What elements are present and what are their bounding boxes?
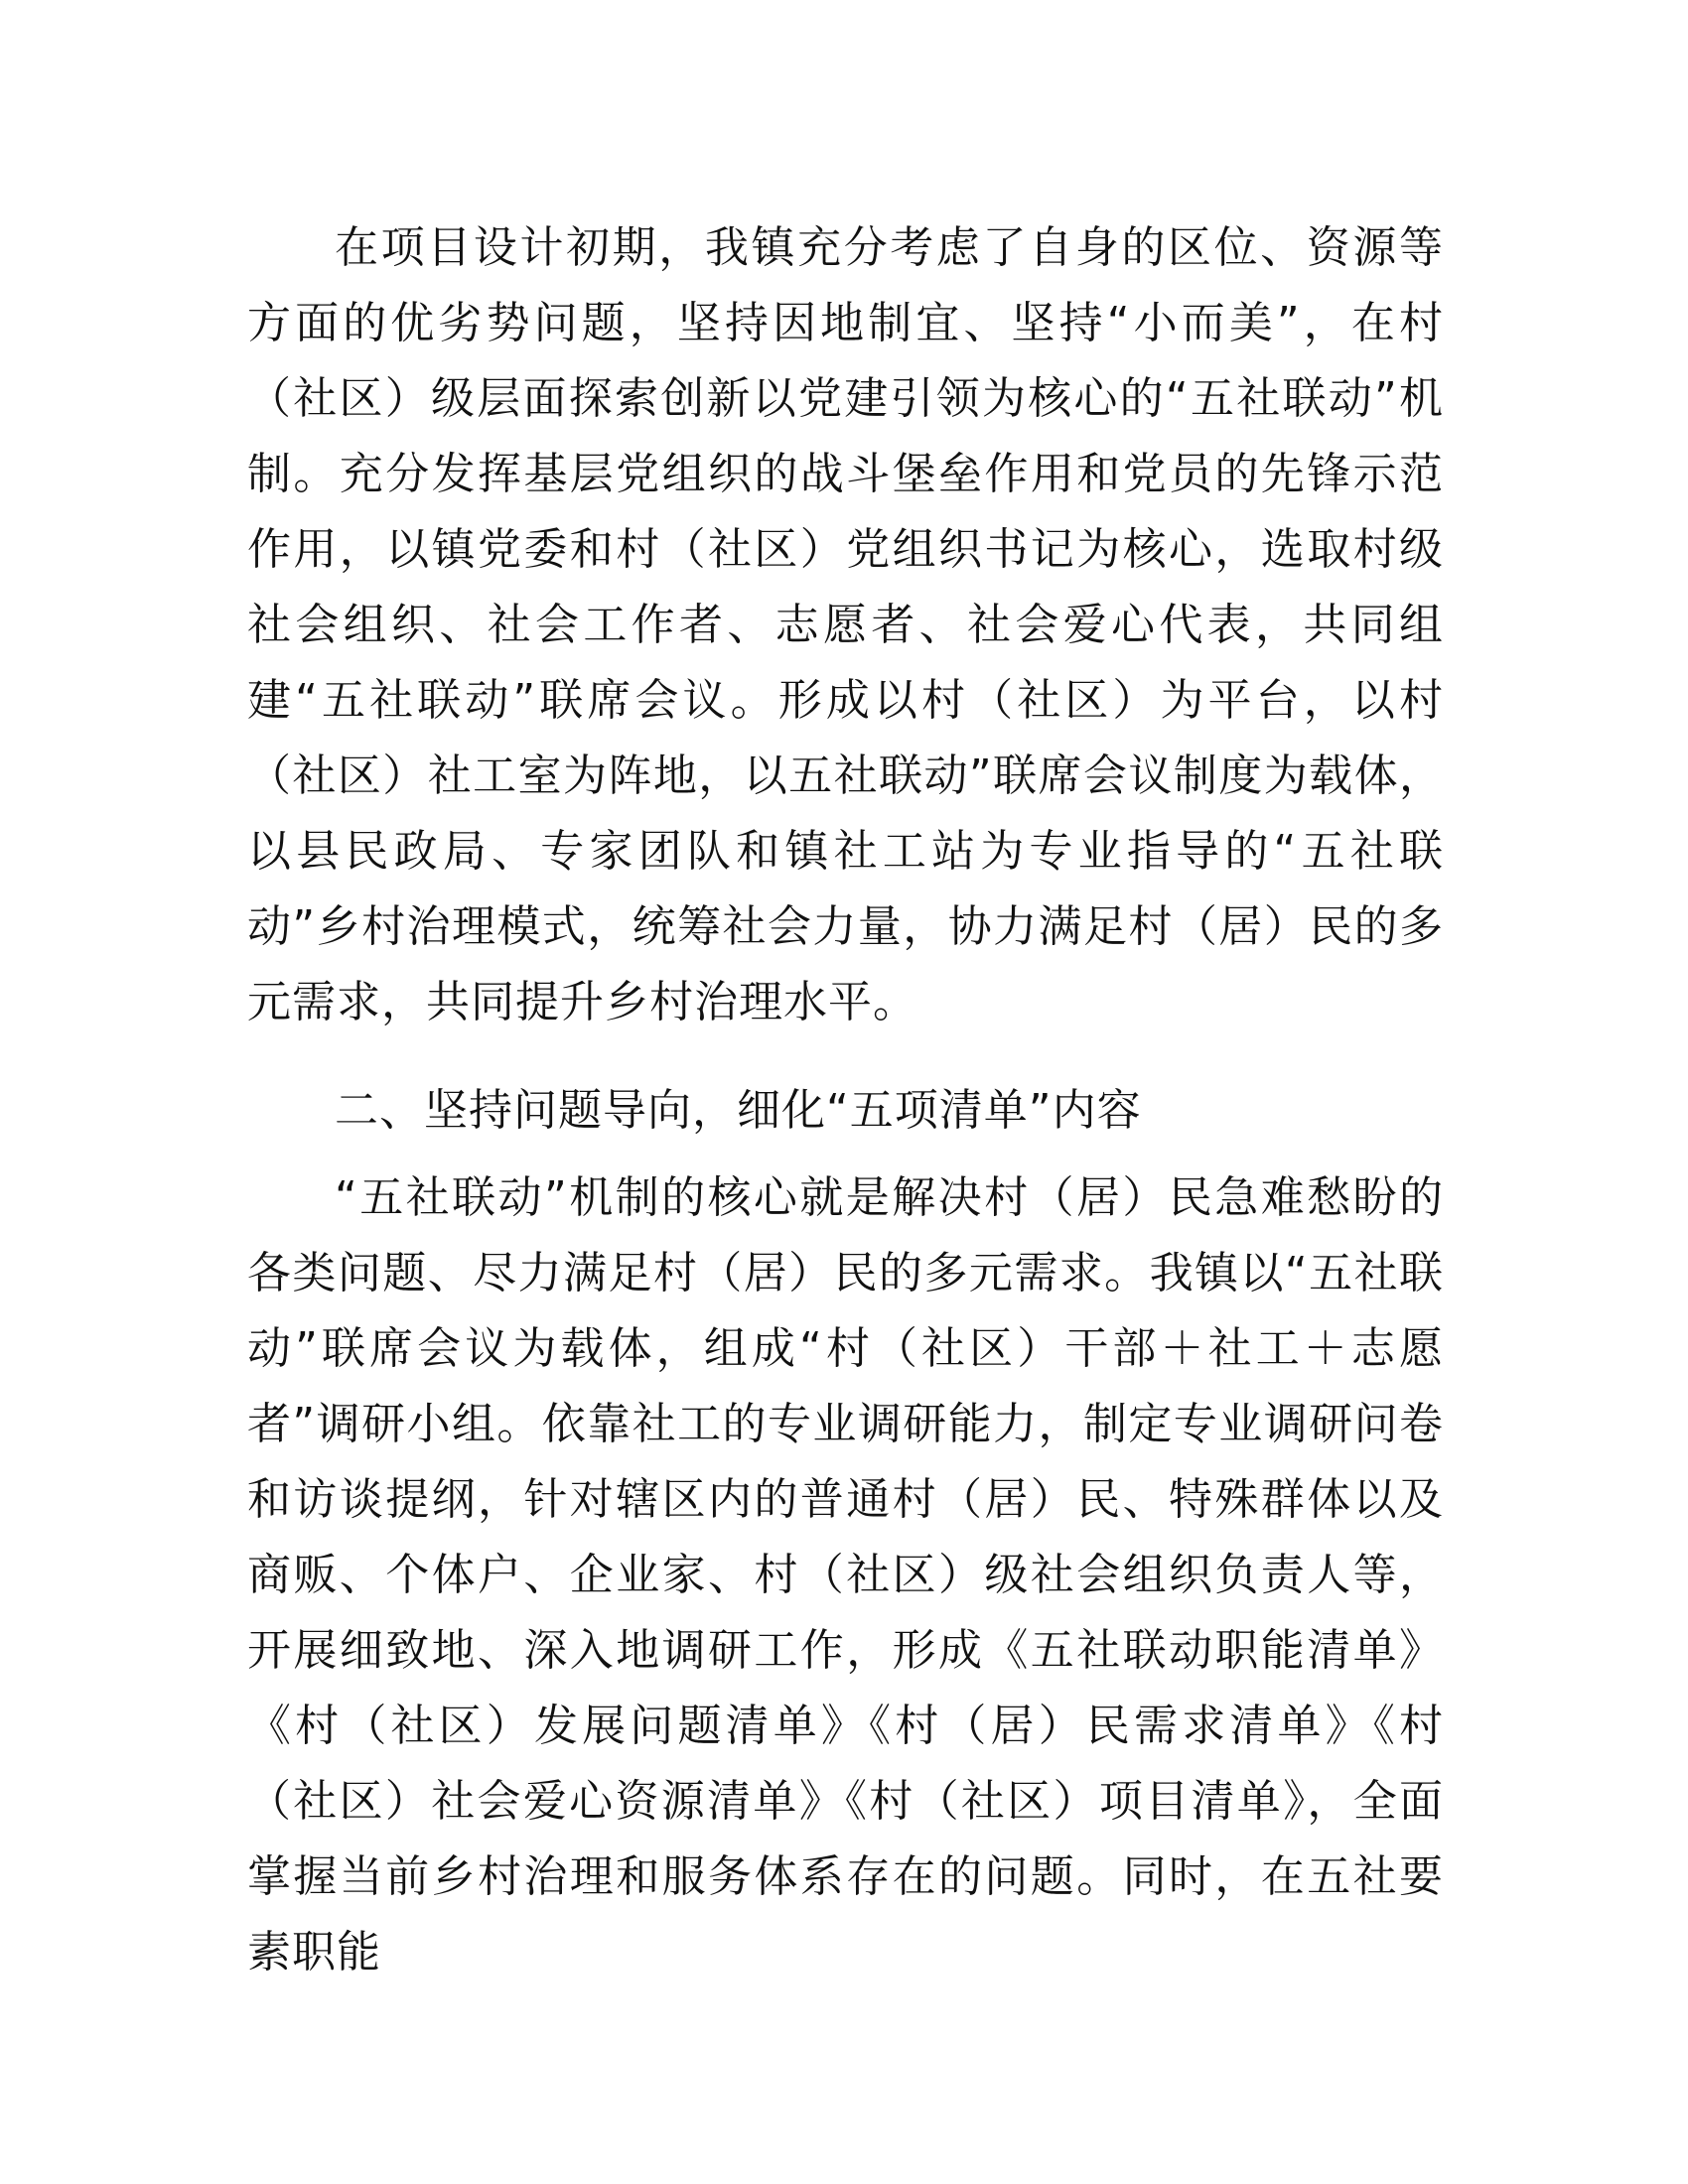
heading-text: 二、坚持问题导向，细化“五项清单”内容	[335, 1085, 1142, 1136]
body-paragraph-2	[247, 1160, 1444, 1990]
paragraph-text: “五社联动”机制的核心就是解决村（居）民急难愁盼的各类问题、尽力满足村（居）民的多元需求。我镇以“五社联动”联席会议为载体，组成“村（社区）干部＋社工＋志愿者”调研小组。依靠社工的专业调研能力，制定专业调研问卷和访谈提纲，针对辖区内的普通村（居）民、特殊群体以及商贩、个体户、企业家、村（社区）级社会组织负责人等，开展细致地、深入地调研工作，形成《五社联动职能清单》《村（社区）发展问题清单》《村（居）民需求清单》《村（社区）社会爱心资源清单》《村（社区）项目清单》，全面掌握当前乡村治理和服务体系存在的问题。同时，在五社要素职能	[247, 1172, 1444, 1978]
body-paragraph-1	[247, 210, 1444, 1040]
section-heading	[247, 1073, 1444, 1149]
paragraph-text: 在项目设计初期，我镇充分考虑了自身的区位、资源等方面的优劣势问题，坚持因地制宜、坚持“小而美”，在村（社区）级层面探索创新以党建引领为核心的“五社联动”机制。充分发挥基层党组织的战斗堡垒作用和党员的先锋示范作用，以镇党委和村（社区）党组织书记为核心，选取村级社会组织、社会工作者、志愿者、社会爱心代表，共同组建“五社联动”联席会议。形成以村（社区）为平台，以村（社区）社工室为阵地，以五社联动”联席会议制度为载体，以县民政局、专家团队和镇社工站为专业指导的“五社联动”乡村治理模式，统筹社会力量，协力满足村（居）民的多元需求，共同提升乡村治理水平。	[247, 222, 1444, 1027]
